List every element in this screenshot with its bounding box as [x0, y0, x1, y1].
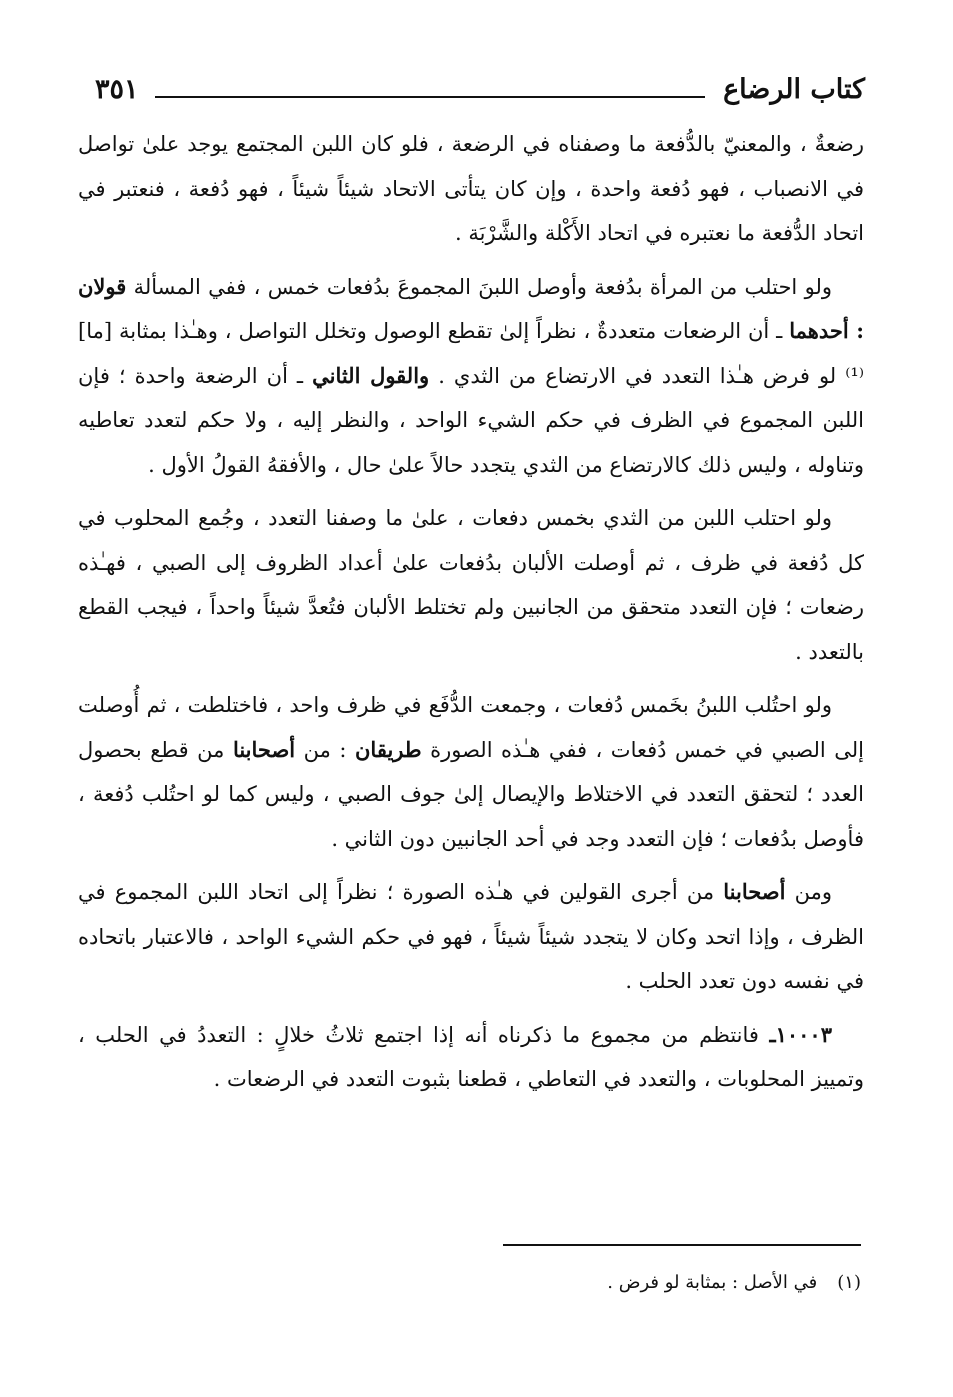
paragraph: [78, 683, 864, 861]
bold-text-run: قولان : أحدهما: [78, 273, 864, 343]
text-run: فانتظم من مجموع ما ذكرناه أنه إذا اجتمع ثلاثُ خلالٍ : التعددُ في الحلب ، وتمييز المحلوبات ، والتعدد في التعاطي ، قطعنا بثبوت التعدد في الرضعات .: [78, 1022, 864, 1091]
footnote-text: في الأصل : بمثابة لو فرض .: [607, 1272, 818, 1293]
paragraph: [78, 265, 864, 488]
text-run: ⁽¹⁾: [845, 363, 864, 388]
chapter-title: كتاب الرضاع: [723, 74, 865, 105]
bold-text-run: ١٠٠٠٣ـ: [769, 1021, 832, 1047]
page-header: [95, 72, 865, 112]
body-text: [78, 122, 864, 1111]
text-run: ـ أن الرضعة واحدة ؛ فإن اللبن المجموع في الظرف في حكم الشيء الواحد ، والنظر إليه ، ولا حكم لتعدد تعاطيه وتناوله ، وليس ذلك كالارتضاع من الثدي يتجدد حالاً علىٰ حال ، والأفقهُ القولُ الأول .: [78, 363, 864, 477]
paragraph: [78, 496, 864, 674]
text-run: ولو احتلب من المرأة بدُفعة وأوصل اللبنَ المجموعَ بدُفعات خمس ، ففي المسألة: [126, 274, 832, 299]
bold-text-run: أصحابنا: [232, 736, 296, 762]
text-run: ومن: [785, 880, 832, 904]
text-run: ـ أن الرضعات متعددةٌ ، نظراً إلىٰ تقطع الوصول وتخلل التواصل ، وهـٰذا بمثابة [ما]: [78, 319, 790, 343]
paragraph: [78, 122, 864, 256]
footnote-separator: [503, 1244, 861, 1246]
text-run: رضعةٌ ، والمعنيّ بالدُّفعة ما وصفناه في الرضعة ، فلو كان اللبن المجتمع يوجد علىٰ تواصل في الانصباب ، فهو دُفعة واحدة ، وإن كان يتأتى الاتحاد شيئاً شيئاً ، فهو دُفعة ، فنعتبر في اتحاد الدُّفعة ما نعتبره في اتحاد الأَكْلة والشَّرْبَة .: [78, 132, 864, 245]
bold-text-run: أصحابنا: [723, 879, 786, 904]
bold-text-run: طريقان: [355, 736, 422, 762]
text-run: من أجرى القولين في هـٰذه الصورة ؛ نظراً إلى اتحاد اللبن المجموع في الظرف ، وإذا اتحد وكان لا يتجدد شيئاً شيئاً ، فهو في حكم الشيء الواحد ، فالاعتبار باتحاده في نفسه دون تعدد الحلب .: [78, 880, 864, 993]
page-number: ٣٥١: [95, 74, 139, 105]
footnote-number: (١): [837, 1272, 861, 1293]
text-run: ولو احتلب اللبن من الثدي بخمس دفعات ، علىٰ ما وصفنا التعدد ، وجُمع المحلوب في كل دُفعة في ظرف ، ثم أوصلت الألبان بدُفعات علىٰ أعداد الظروف إلى الصبي ، فهـٰذه رضعات ؛ فإن التعدد متحقق من الجانبين ولم تختلط الألبان فتُعدَّ شيئاً واحداً ، فيجب القطع بالتعدد .: [78, 506, 864, 664]
text-run: من قطع بحصول العدد ؛ لتحقق التعدد في الاختلاط والإيصال إلىٰ جوف الصبي ، وليس كما لو احتُلب دُفعة ، فأوصل بدُفعات ؛ فإن التعدد وجد في أحد الجانبين دون الثاني .: [78, 737, 864, 851]
header-rule: [155, 96, 705, 98]
footnote: [91, 1268, 861, 1298]
paragraph: [78, 1013, 864, 1102]
paragraph: [78, 870, 864, 1004]
bold-text-run: والقول الثاني: [312, 362, 430, 388]
text-run: لو فرض هـٰذا التعدد في الارتضاع من الثدي .: [429, 363, 846, 388]
text-run: : من: [295, 737, 355, 762]
text-run: ولو احتُلب اللبنُ بخَمس دُفعات ، وجمعت الدُّفَع في ظرف واحد ، فاختلطت ، ثم أُوصلت إلى الصبي في خمس دُفعات ، ففي هـٰذه الصورة: [78, 693, 864, 762]
